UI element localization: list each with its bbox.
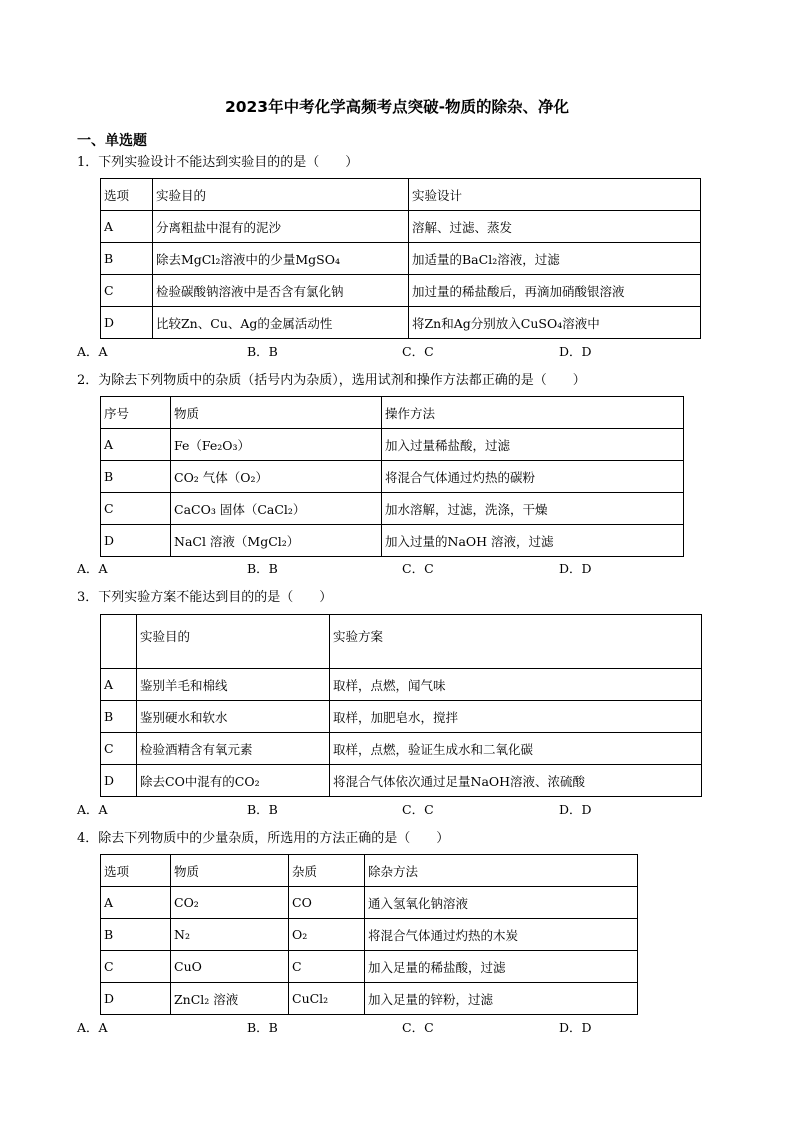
table-cell: 取样，点燃，闻气味 (330, 669, 702, 701)
option-a[interactable]: A．A (77, 802, 108, 817)
table-row (101, 701, 702, 733)
header-cell: 杂质 (289, 855, 365, 887)
option-c[interactable]: C．C (402, 1020, 434, 1035)
table-cell: 加入足量的锌粉，过滤 (365, 983, 638, 1015)
section-heading: 一、单选题 (77, 133, 147, 149)
table-cell: 加水溶解，过滤，洗涤，干燥 (382, 493, 684, 525)
question-1-stem: 1．下列实验设计不能达到实验目的的是（ ） (77, 155, 359, 170)
table-cell: D (101, 983, 171, 1015)
header-cell (101, 615, 137, 669)
table-row (101, 461, 684, 493)
table-row (101, 983, 638, 1015)
table-cell: A (101, 669, 137, 701)
table-cell: 将Zn和Ag分别放入CuSO₄溶液中 (409, 307, 701, 339)
table-cell: D (101, 525, 171, 557)
table-cell: CuCl₂ (289, 983, 365, 1015)
table-row (101, 765, 702, 797)
table-cell: 检验碳酸钠溶液中是否含有氯化钠 (153, 275, 409, 307)
table-cell: C (289, 951, 365, 983)
table-cell: 取样，加肥皂水，搅拌 (330, 701, 702, 733)
header-cell: 物质 (171, 855, 289, 887)
table-cell: C (101, 275, 153, 307)
table-cell: 除去CO中混有的CO₂ (137, 765, 330, 797)
table-row (101, 951, 638, 983)
table-row (101, 211, 701, 243)
table-cell: B (101, 461, 171, 493)
table-cell: CO (289, 887, 365, 919)
question-4-table (100, 854, 638, 1015)
question-2-stem: 2．为除去下列物质中的杂质（括号内为杂质），选用试剂和操作方法都正确的是（ ） (77, 373, 586, 388)
header-cell: 实验设计 (409, 179, 701, 211)
option-b[interactable]: B．B (247, 344, 278, 359)
table-cell: CO₂ 气体（O₂） (171, 461, 382, 493)
table-cell: B (101, 243, 153, 275)
table-cell: D (101, 307, 153, 339)
option-d[interactable]: D．D (559, 1020, 592, 1035)
header-cell: 操作方法 (382, 397, 684, 429)
option-b[interactable]: B．B (247, 802, 278, 817)
question-2-table (100, 396, 684, 557)
table-cell: 加入足量的稀盐酸，过滤 (365, 951, 638, 983)
header-cell: 物质 (171, 397, 382, 429)
table-row (101, 429, 684, 461)
table-cell: 加入过量稀盐酸，过滤 (382, 429, 684, 461)
table-header-row (101, 615, 702, 669)
option-a[interactable]: A．A (77, 561, 108, 576)
table-row (101, 275, 701, 307)
header-cell: 实验目的 (153, 179, 409, 211)
table-row (101, 243, 701, 275)
table-cell: NaCl 溶液（MgCl₂） (171, 525, 382, 557)
header-cell: 除杂方法 (365, 855, 638, 887)
table-cell: A (101, 887, 171, 919)
question-3-stem: 3．下列实验方案不能达到目的的是（ ） (77, 590, 333, 605)
table-cell: 分离粗盐中混有的泥沙 (153, 211, 409, 243)
header-cell: 实验目的 (137, 615, 330, 669)
table-header-row (101, 397, 684, 429)
option-d[interactable]: D．D (559, 344, 592, 359)
table-cell: 取样，点燃，验证生成水和二氧化碳 (330, 733, 702, 765)
table-cell: Fe（Fe₂O₃） (171, 429, 382, 461)
header-cell: 实验方案 (330, 615, 702, 669)
table-cell: C (101, 493, 171, 525)
table-row (101, 307, 701, 339)
option-b[interactable]: B．B (247, 561, 278, 576)
table-cell: 加入过量的NaOH 溶液，过滤 (382, 525, 684, 557)
table-cell: B (101, 919, 171, 951)
table-cell: ZnCl₂ 溶液 (171, 983, 289, 1015)
table-header-row (101, 179, 701, 211)
table-cell: D (101, 765, 137, 797)
option-a[interactable]: A．A (77, 1020, 108, 1035)
option-c[interactable]: C．C (402, 561, 434, 576)
option-b[interactable]: B．B (247, 1020, 278, 1035)
table-row (101, 525, 684, 557)
option-d[interactable]: D．D (559, 561, 592, 576)
table-cell: C (101, 733, 137, 765)
table-row (101, 733, 702, 765)
table-cell: CuO (171, 951, 289, 983)
table-cell: C (101, 951, 171, 983)
table-row (101, 887, 638, 919)
page-title: 2023年中考化学高频考点突破-物质的除杂、净化 (224, 98, 570, 116)
table-cell: 鉴别硬水和软水 (137, 701, 330, 733)
header-cell: 选项 (101, 179, 153, 211)
header-cell: 选项 (101, 855, 171, 887)
table-row (101, 669, 702, 701)
table-row (101, 919, 638, 951)
option-c[interactable]: C．C (402, 802, 434, 817)
question-1-table (100, 178, 701, 339)
table-cell: 鉴别羊毛和棉线 (137, 669, 330, 701)
table-cell: 通入氢氧化钠溶液 (365, 887, 638, 919)
table-cell: A (101, 211, 153, 243)
table-cell: 加适量的BaCl₂溶液，过滤 (409, 243, 701, 275)
question-4-stem: 4．除去下列物质中的少量杂质，所选用的方法正确的是（ ） (77, 831, 450, 846)
table-cell: A (101, 429, 171, 461)
table-cell: 加过量的稀盐酸后，再滴加硝酸银溶液 (409, 275, 701, 307)
table-cell: 将混合气体通过灼热的木炭 (365, 919, 638, 951)
option-a[interactable]: A．A (77, 344, 108, 359)
table-cell: CaCO₃ 固体（CaCl₂） (171, 493, 382, 525)
table-cell: 除去MgCl₂溶液中的少量MgSO₄ (153, 243, 409, 275)
table-cell: 将混合气体通过灼热的碳粉 (382, 461, 684, 493)
table-cell: N₂ (171, 919, 289, 951)
table-cell: CO₂ (171, 887, 289, 919)
table-cell: B (101, 701, 137, 733)
question-3-table (100, 614, 702, 797)
option-c[interactable]: C．C (402, 344, 434, 359)
table-header-row (101, 855, 638, 887)
table-cell: 溶解、过滤、蒸发 (409, 211, 701, 243)
table-cell: O₂ (289, 919, 365, 951)
table-cell: 比较Zn、Cu、Ag的金属活动性 (153, 307, 409, 339)
table-cell: 将混合气体依次通过足量NaOH溶液、浓硫酸 (330, 765, 702, 797)
table-cell: 检验酒精含有氧元素 (137, 733, 330, 765)
table-row (101, 493, 684, 525)
option-d[interactable]: D．D (559, 802, 592, 817)
header-cell: 序号 (101, 397, 171, 429)
